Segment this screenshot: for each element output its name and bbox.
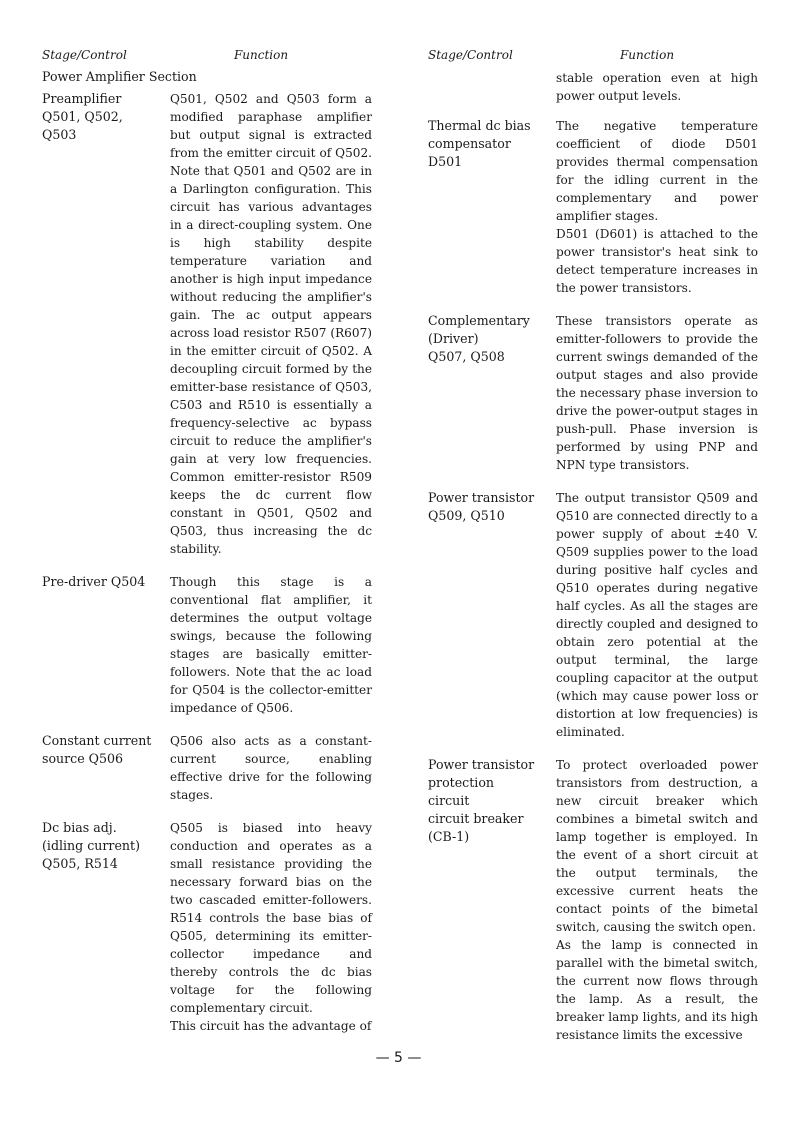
function-text: Q505 is biased into heavy conduction and operates as a small resistance providing the necessary forward bias on the two cascaded emitter-followers. R514 controls the base bias of Q505, determining its emitter-collector impedance and thereby controls the dc bias voltage for the following complementary circuit. This circuit has the advantage of — [170, 821, 372, 1033]
function-text: Q501, Q502 and Q503 form a modified paraphase amplifier but output signal is extracted from the emitter circuit of Q502. Note that Q501 and Q502 are in a Darlington configuration. This circuit has various advantages in a direct-coupling system. One is high stability despite temperature variation and another is high input impedance without reducing the amplifier's gain. The ac output appears across load resistor R507 (R607) in the emitter circuit of Q502. A decoupling circuit formed by the emitter-base resistance of Q503, C503 and R510 is essentially a frequency-selective ac bypass circuit to reduce the amplifier's gain at very low frequencies. Common emitter-resistor R509 keeps the dc current flow constant in Q501, Q502 and Q503, thus increasing the dc stability. — [170, 92, 372, 556]
entry-thermal-dc-bias — [428, 117, 758, 297]
left-column — [42, 48, 372, 1050]
function-text: To protect overloaded power transistors from destruction, a new circuit breaker which combines a bimetal switch and lamp together is employed. In the event of a short circuit at the output terminals, the excessive current heats the contact points of the bimetal switch, causing the switch open. As the lamp is connected in parallel with the bimetal switch, the current now flows through the lamp. As a result, the breaker lamp lights, and its high resistance limits the excessive — [556, 758, 758, 1042]
stage-label: Dc bias adj. (idling current) Q505, R514 — [42, 820, 140, 871]
page-number: — 5 — — [375, 1050, 422, 1066]
right-column — [428, 48, 758, 1059]
stage-label: Complementary (Driver) Q507, Q508 — [428, 313, 530, 364]
stage-label: Power transistor protection circuit circuit breaker (CB-1) — [428, 757, 535, 844]
stage-label: Pre-driver Q504 — [42, 574, 146, 589]
stage-label: Thermal dc bias compensator D501 — [428, 118, 531, 169]
entry-protection-circuit — [428, 756, 758, 1044]
entry-continuation — [428, 69, 758, 105]
stage-label: Preamplifier Q501, Q502, Q503 — [42, 91, 123, 142]
entry-complementary-driver — [428, 312, 758, 474]
function-heading: Function — [619, 48, 675, 62]
function-text: The output transistor Q509 and Q510 are connected directly to a power supply of about ±40 V. Q509 supplies power to the load during positive half cycles and Q510 operates during negative half cycles. As all the stages are directly coupled and designed to obtain zero potential at the output terminal, the large coupling capacitor at the output (which may cause power loss or distortion at low frequencies) is eliminated. — [556, 491, 758, 739]
section-title: Power Amplifier Section — [42, 69, 197, 84]
entry-constant-current — [42, 732, 372, 804]
stage-label: Power transistor Q509, Q510 — [428, 490, 535, 523]
column-header-left — [42, 48, 372, 62]
column-header-right — [428, 48, 758, 62]
function-text: The negative temperature coefficient of diode D501 provides thermal compensation for the idling current in the complementary and power amplifier stages. D501 (D601) is attached to the power transistor's heat sink to detect temperature increases in the power transistors. — [556, 119, 758, 295]
function-text: These transistors operate as emitter-followers to provide the current swings demanded of the output stages and also provide the necessary phase inversion to drive the power-output stages in push-pull. Phase inversion is performed by using PNP and NPN type transistors. — [556, 314, 758, 472]
stage-label: Constant current source Q506 — [42, 733, 152, 766]
stage-control-heading: Stage/Control — [428, 48, 513, 62]
entry-preamplifier — [42, 90, 372, 558]
stage-control-heading: Stage/Control — [42, 48, 127, 62]
function-text: Though this stage is a conventional flat amplifier, it determines the output voltage swings, because the following stages are basically emitter-followers. Note that the ac load for Q504 is the collector-emitter impedance of Q506. — [170, 575, 372, 715]
entry-pre-driver — [42, 573, 372, 717]
function-heading: Function — [233, 48, 289, 62]
function-text: stable operation even at high power output levels. — [556, 71, 758, 103]
entry-power-transistor — [428, 489, 758, 741]
function-text: Q506 also acts as a constant-current source, enabling effective drive for the following stages. — [170, 734, 372, 802]
entry-dc-bias-adj — [42, 819, 372, 1035]
